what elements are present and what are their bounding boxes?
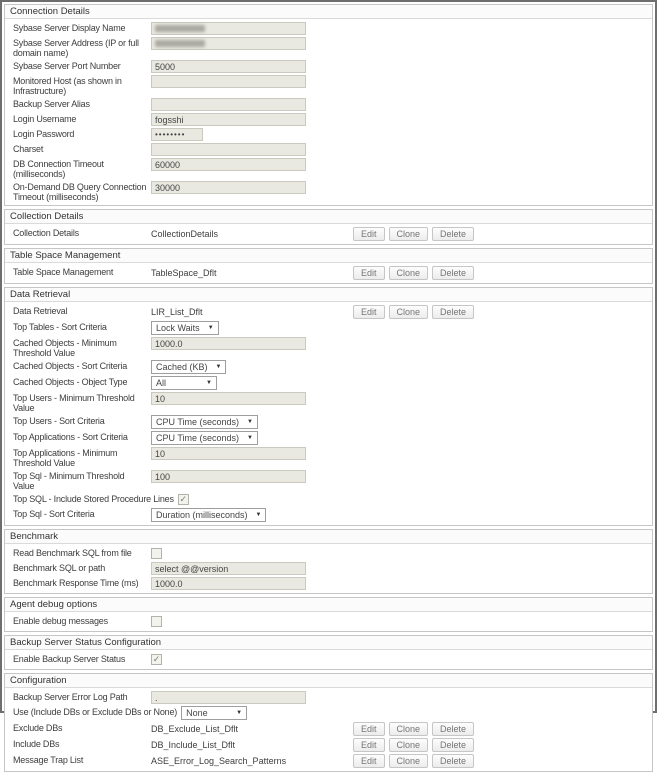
sybase-server-address-ip-or-full-domain-name-label: Sybase Server Address (IP or full domain name) (13, 38, 139, 58)
section-data-retrieval (4, 287, 653, 526)
redacted-value (155, 25, 205, 32)
section-agent-debug-options (4, 597, 653, 632)
field-row (11, 60, 652, 73)
section-title: Configuration (5, 674, 652, 688)
field-control (151, 722, 474, 736)
clone-button[interactable]: Clone (389, 305, 429, 319)
selected-option: All (156, 378, 167, 388)
sybase-server-port-number-input[interactable] (151, 60, 306, 73)
top-applications-sort-criteria-label: Top Applications - Sort Criteria (13, 432, 128, 442)
edit-button[interactable]: Edit (353, 305, 385, 319)
top-users-sort-criteria-select[interactable] (151, 415, 258, 429)
charset-label: Charset (13, 144, 44, 154)
field-row (11, 376, 652, 390)
field-control (178, 493, 189, 505)
use-include-dbs-or-exclude-dbs-or-none-select[interactable] (181, 706, 247, 720)
exclude-dbs-value: DB_Exclude_List_Dflt (151, 724, 239, 734)
message-trap-list-value: ASE_Error_Log_Search_Patterns (151, 756, 287, 766)
section-body (5, 302, 652, 525)
field-control (151, 266, 474, 280)
include-dbs-label: Include DBs (13, 739, 60, 749)
field-row (11, 706, 652, 720)
field-control (151, 754, 474, 768)
row-actions (353, 305, 474, 319)
read-benchmark-sql-from-file-label: Read Benchmark SQL from file (13, 548, 132, 558)
top-sql-minimum-threshold-value-input[interactable] (151, 470, 306, 483)
selected-option: Duration (milliseconds) (156, 510, 248, 520)
use-include-dbs-or-exclude-dbs-or-none-label: Use (Include DBs or Exclude DBs or None) (13, 707, 178, 717)
dropdown-arrow-icon: ▼ (206, 380, 212, 386)
section-title: Connection Details (5, 5, 652, 19)
section-connection-details (4, 4, 653, 206)
clone-button[interactable]: Clone (389, 738, 429, 752)
section-title: Table Space Management (5, 249, 652, 263)
section-title: Backup Server Status Configuration (5, 636, 652, 650)
message-trap-list-label: Message Trap List (13, 755, 84, 765)
dropdown-arrow-icon: ▼ (247, 419, 253, 425)
field-control (151, 738, 474, 752)
include-dbs-value: DB_Include_List_Dflt (151, 740, 236, 750)
field-row (11, 98, 652, 111)
field-row (11, 447, 652, 468)
top-applications-sort-criteria-select[interactable] (151, 431, 258, 445)
delete-button[interactable]: Delete (432, 305, 474, 319)
field-row (11, 722, 652, 736)
field-control (151, 337, 306, 350)
edit-button[interactable]: Edit (353, 738, 385, 752)
field-control (151, 305, 474, 319)
top-sql-sort-criteria-select[interactable] (151, 508, 266, 522)
field-row (11, 493, 652, 506)
field-row (11, 113, 652, 126)
field-control (181, 706, 247, 720)
dropdown-arrow-icon: ▼ (236, 710, 243, 716)
section-backup-server-status-configuration (4, 635, 653, 670)
field-row (11, 360, 652, 374)
field-control (151, 653, 162, 665)
sybase-server-display-name-label: Sybase Server Display Name (13, 23, 126, 33)
field-row (11, 470, 652, 491)
enable-debug-messages-label: Enable debug messages (13, 616, 108, 626)
selected-option: Lock Waits (156, 323, 200, 333)
delete-button[interactable]: Delete (432, 754, 474, 768)
top-users-minimum-threshold-value-input[interactable] (151, 392, 306, 405)
data-retrieval-value: LIR_List_Dflt (151, 307, 203, 317)
row-actions (353, 738, 474, 752)
field-row (11, 143, 652, 156)
delete-button[interactable]: Delete (432, 227, 474, 241)
field-control (151, 508, 266, 522)
field-control (151, 60, 306, 73)
charset-input[interactable] (151, 143, 306, 156)
section-title: Collection Details (5, 210, 652, 224)
row-actions (353, 266, 474, 280)
field-row (11, 75, 652, 96)
edit-button[interactable]: Edit (353, 722, 385, 736)
selected-option: None (186, 708, 208, 718)
field-control (151, 577, 306, 590)
field-row (11, 738, 652, 752)
field-control (151, 128, 203, 141)
field-control (151, 113, 306, 126)
section-title: Agent debug options (5, 598, 652, 612)
field-control (151, 181, 306, 194)
section-body (5, 688, 652, 771)
cached-objects-minimum-threshold-value-input[interactable] (151, 337, 306, 350)
backup-server-alias-input[interactable] (151, 98, 306, 111)
section-body (5, 19, 652, 205)
top-sql-include-stored-procedure-lines-label: Top SQL - Include Stored Procedure Lines (13, 494, 174, 504)
sybase-server-address-ip-or-full-domain-name-input[interactable] (151, 37, 306, 50)
backup-server-error-log-path-label: Backup Server Error Log Path (13, 692, 128, 702)
benchmark-sql-or-path-input[interactable] (151, 562, 306, 575)
field-row (11, 392, 652, 413)
field-control (151, 691, 306, 704)
field-row (11, 227, 652, 241)
field-control (151, 392, 306, 405)
check-icon: ✓ (179, 494, 188, 504)
benchmark-response-time-ms-label: Benchmark Response Time (ms) (13, 578, 139, 588)
login-username-input[interactable] (151, 113, 306, 126)
section-benchmark (4, 529, 653, 594)
cached-objects-minimum-threshold-value-label: Cached Objects - Minimum Threshold Value (13, 338, 117, 358)
section-collection-details (4, 209, 653, 245)
selected-option: CPU Time (seconds) (156, 417, 240, 427)
top-applications-minimum-threshold-value-input[interactable] (151, 447, 306, 460)
delete-button[interactable]: Delete (432, 738, 474, 752)
section-title: Benchmark (5, 530, 652, 544)
field-row (11, 653, 652, 666)
selected-option: Cached (KB) (156, 362, 208, 372)
enable-debug-messages-checkbox[interactable] (151, 616, 162, 627)
field-control (151, 447, 306, 460)
enable-backup-server-status-checkbox[interactable] (151, 654, 162, 665)
field-row (11, 615, 652, 628)
sybase-server-port-number-label: Sybase Server Port Number (13, 61, 121, 71)
field-row (11, 22, 652, 35)
field-control (151, 321, 219, 335)
top-sql-minimum-threshold-value-label: Top Sql - Minimum Threshold Value (13, 471, 125, 491)
collection-details-value: CollectionDetails (151, 229, 219, 239)
clone-button[interactable]: Clone (389, 754, 429, 768)
delete-button[interactable]: Delete (432, 266, 474, 280)
on-demand-db-query-connection-timeout-milliseconds-label: On-Demand DB Query Connection Timeout (milliseconds) (13, 182, 147, 202)
dropdown-arrow-icon: ▼ (255, 512, 262, 518)
cached-objects-sort-criteria-select[interactable] (151, 360, 226, 374)
row-actions (353, 754, 474, 768)
redacted-value (155, 40, 205, 47)
section-table-space-management (4, 248, 653, 284)
edit-button[interactable]: Edit (353, 227, 385, 241)
enable-backup-server-status-label: Enable Backup Server Status (13, 654, 126, 664)
field-control (151, 158, 306, 171)
section-body (5, 544, 652, 593)
backup-server-error-log-path-input[interactable] (151, 691, 306, 704)
delete-button[interactable]: Delete (432, 722, 474, 736)
field-row (11, 128, 652, 141)
check-icon: ✓ (152, 654, 161, 664)
backup-server-alias-label: Backup Server Alias (13, 99, 90, 109)
clone-button[interactable]: Clone (389, 266, 429, 280)
field-control (151, 376, 217, 390)
top-tables-sort-criteria-label: Top Tables - Sort Criteria (13, 322, 107, 332)
section-body (5, 650, 652, 669)
edit-button[interactable]: Edit (353, 266, 385, 280)
row-actions (353, 227, 474, 241)
field-control (151, 615, 162, 627)
edit-button[interactable]: Edit (353, 754, 385, 768)
row-actions (353, 722, 474, 736)
table-space-management-label: Table Space Management (13, 267, 114, 277)
read-benchmark-sql-from-file-checkbox[interactable] (151, 548, 162, 559)
section-title: Data Retrieval (5, 288, 652, 302)
field-control (151, 562, 306, 575)
collection-details-label: Collection Details (13, 228, 79, 238)
field-row (11, 37, 652, 58)
field-control (151, 227, 474, 241)
sybase-server-display-name-input[interactable] (151, 22, 306, 35)
table-space-management-value: TableSpace_Dflt (151, 268, 217, 278)
field-row (11, 691, 652, 704)
section-body (5, 612, 652, 631)
cached-objects-sort-criteria-label: Cached Objects - Sort Criteria (13, 361, 128, 371)
field-control (151, 22, 306, 35)
section-body (5, 224, 652, 244)
db-connection-timeout-milliseconds-input[interactable] (151, 158, 306, 171)
form-root (4, 4, 653, 772)
field-control (151, 75, 306, 88)
cached-objects-object-type-select[interactable] (151, 376, 217, 390)
top-tables-sort-criteria-select[interactable] (151, 321, 219, 335)
field-row (11, 754, 652, 768)
on-demand-db-query-connection-timeout-milliseconds-input[interactable] (151, 181, 306, 194)
dropdown-arrow-icon: ▼ (207, 325, 214, 331)
field-row (11, 321, 652, 335)
top-users-sort-criteria-label: Top Users - Sort Criteria (13, 416, 105, 426)
section-configuration (4, 673, 653, 772)
field-row (11, 431, 652, 445)
benchmark-sql-or-path-label: Benchmark SQL or path (13, 563, 106, 573)
monitored-host-as-shown-in-infrastructure-input[interactable] (151, 75, 306, 88)
clone-button[interactable]: Clone (389, 722, 429, 736)
field-row (11, 508, 652, 522)
db-connection-timeout-milliseconds-label: DB Connection Timeout (milliseconds) (13, 159, 104, 179)
dropdown-arrow-icon: ▼ (215, 364, 222, 370)
login-password-input[interactable] (151, 128, 203, 141)
field-row (11, 158, 652, 179)
field-row (11, 266, 652, 280)
benchmark-response-time-ms-input[interactable] (151, 577, 306, 590)
clone-button[interactable]: Clone (389, 227, 429, 241)
field-row (11, 337, 652, 358)
field-control (151, 547, 162, 559)
field-control (151, 415, 258, 429)
field-row (11, 181, 652, 202)
section-body (5, 263, 652, 283)
data-retrieval-label: Data Retrieval (13, 306, 68, 316)
field-control (151, 98, 306, 111)
field-row (11, 305, 652, 319)
field-control (151, 143, 306, 156)
field-control (151, 470, 306, 483)
monitored-host-as-shown-in-infrastructure-label: Monitored Host (as shown in Infrastructure) (13, 76, 122, 96)
login-username-label: Login Username (13, 114, 77, 124)
top-sql-include-stored-procedure-lines-checkbox[interactable] (178, 494, 189, 505)
top-applications-minimum-threshold-value-label: Top Applications - Minimum Threshold Value (13, 448, 118, 468)
login-password-label: Login Password (13, 129, 75, 139)
field-row (11, 562, 652, 575)
field-row (11, 577, 652, 590)
field-control (151, 37, 306, 50)
dropdown-arrow-icon: ▼ (247, 435, 253, 441)
field-control (151, 431, 258, 445)
cached-objects-object-type-label: Cached Objects - Object Type (13, 377, 128, 387)
field-row (11, 547, 652, 560)
field-row (11, 415, 652, 429)
top-users-minimum-threshold-value-label: Top Users - Minimum Threshold Value (13, 393, 135, 413)
selected-option: CPU Time (seconds) (156, 433, 240, 443)
field-control (151, 360, 226, 374)
top-sql-sort-criteria-label: Top Sql - Sort Criteria (13, 509, 95, 519)
exclude-dbs-label: Exclude DBs (13, 723, 63, 733)
